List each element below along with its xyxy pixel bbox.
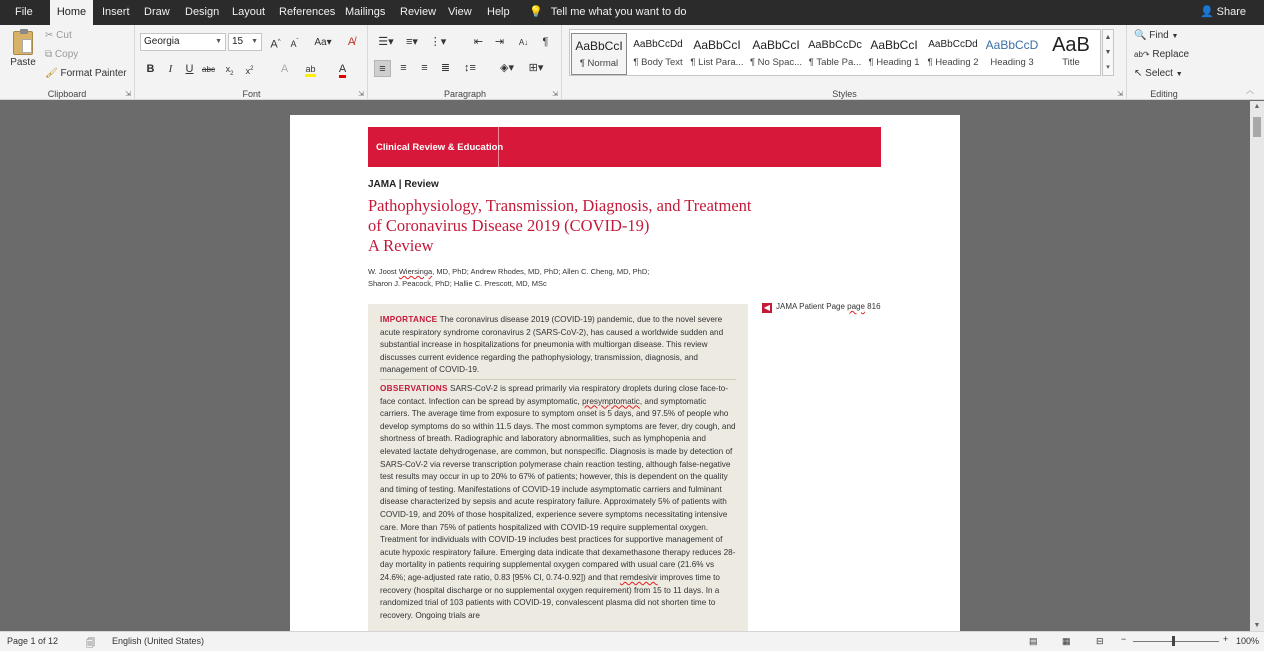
style-body-text[interactable] xyxy=(630,33,686,75)
style-sample: AaBbCcDc xyxy=(808,39,862,51)
chevron-down-icon[interactable]: ▼ xyxy=(1104,49,1112,56)
bullets-icon[interactable]: ☰▾ xyxy=(378,36,394,48)
tab-view[interactable]: View xyxy=(448,6,472,18)
clipboard-icon xyxy=(13,31,33,55)
authors-line: Sharon J. Peacock, PhD; Hallie C. Prescott, MD, MSc xyxy=(368,279,547,288)
paste-label: Paste xyxy=(10,57,36,68)
abstract-box xyxy=(368,304,748,631)
clear-formatting-icon[interactable]: A̸ xyxy=(347,36,356,48)
line-spacing-icon[interactable]: ↕≡ xyxy=(464,62,476,74)
patient-page-number: 816 xyxy=(864,302,881,311)
title-line: A Review xyxy=(368,236,434,255)
change-case-icon[interactable]: Aa▾ xyxy=(314,37,332,48)
pilcrow-icon[interactable]: ¶ xyxy=(542,36,549,48)
copy-icon: ⧉ xyxy=(45,49,53,60)
style-list-paragraph[interactable] xyxy=(689,33,745,75)
title-line: of Coronavirus Disease 2019 (COVID-19) xyxy=(368,216,650,235)
copy-button[interactable] xyxy=(45,49,78,60)
importance-heading: IMPORTANCE xyxy=(380,315,438,324)
font-group xyxy=(136,25,368,100)
font-launcher-icon[interactable]: ⇲ xyxy=(358,91,364,98)
zoom-out-icon[interactable]: − xyxy=(1121,634,1127,644)
find-label: Find xyxy=(1149,30,1169,41)
style-sample: AaBbCcI xyxy=(693,38,741,52)
style-name: ¶ Body Text xyxy=(633,57,683,68)
observations-heading: OBSERVATIONS xyxy=(380,384,448,393)
justify-icon[interactable]: ≣ xyxy=(440,62,451,74)
tell-me-box[interactable] xyxy=(529,0,686,25)
clipboard-group xyxy=(0,25,135,100)
font-name-value: Georgia xyxy=(144,36,180,47)
banner-label: Clinical Review & Education xyxy=(376,142,504,153)
misspelled-word[interactable]: Wiersinga xyxy=(398,267,433,276)
shrink-font-icon[interactable]: $A^ˇ$ xyxy=(290,39,299,49)
style-name: ¶ List Para... xyxy=(690,57,744,68)
document-page[interactable] xyxy=(290,115,960,631)
zoom-slider[interactable] xyxy=(1133,641,1219,642)
paste-button[interactable] xyxy=(6,29,40,75)
tab-design[interactable]: Design xyxy=(185,6,220,18)
share-label: Share xyxy=(1216,6,1246,18)
font-color-icon[interactable]: A xyxy=(334,61,351,78)
misspelled-word[interactable]: presymptomatic xyxy=(582,396,640,406)
zoom-level[interactable]: 100% xyxy=(1236,636,1260,646)
format-painter-button[interactable] xyxy=(45,68,127,79)
style-sample: AaBbCcD xyxy=(985,38,1039,52)
patient-page-link[interactable] xyxy=(762,302,881,313)
tab-mailings[interactable]: Mailings xyxy=(345,6,386,18)
align-center-icon[interactable]: ≡ xyxy=(400,62,407,74)
tab-layout[interactable]: Layout xyxy=(232,6,266,18)
increase-indent-icon[interactable]: ⇥ xyxy=(494,36,505,48)
authors-line xyxy=(368,266,649,278)
more-styles-icon[interactable]: ▾ xyxy=(1106,64,1110,71)
read-mode-icon[interactable]: ▤ xyxy=(1029,636,1038,646)
clipboard-launcher-icon[interactable]: ⇲ xyxy=(125,91,131,98)
importance-text: The coronavirus disease 2019 (COVID-19) pandemic, due to the novel severe acute respiratory syndrome coronavirus 2 (SARS-CoV-2), has caused a worldwide sudden and substantial increase in hospitalizations for pneumonia with multiorgan disease. This review discusses current evidence regarding the pathophysiology, transmission, diagnosis, and management of COVID-19. xyxy=(380,315,724,375)
share-button[interactable] xyxy=(1200,0,1246,25)
observations-section xyxy=(380,383,736,622)
tab-review[interactable]: Review xyxy=(400,6,437,18)
replace-label: Replace xyxy=(1152,49,1190,60)
chevron-down-icon: ▼ xyxy=(215,38,222,45)
style-heading-1[interactable] xyxy=(866,33,922,75)
zoom-slider-thumb[interactable] xyxy=(1172,636,1175,646)
chevron-down-icon: ▼ xyxy=(1175,71,1183,78)
sort-icon[interactable]: A↓ xyxy=(518,38,529,47)
proofing-icon[interactable]: 🗐 xyxy=(86,638,95,648)
observations-text: improves time to recovery (hospital discharge or no supplemental oxygen requirement) from 15 to 11 days. In a randomized trial of 103 patients with COVID-19, convalescent plasma did not shorten time to recovery. Ongoing trials are xyxy=(380,572,720,620)
style-name: ¶ Heading 2 xyxy=(927,57,979,68)
subscript-icon[interactable]: $x_2$ xyxy=(225,64,234,77)
style-name: ¶ Normal xyxy=(579,58,619,69)
print-layout-icon[interactable]: ▦ xyxy=(1062,636,1071,646)
scissors-icon: ✂ xyxy=(45,30,54,41)
numbering-icon[interactable]: ≡▾ xyxy=(406,36,418,48)
chevron-up-icon[interactable]: ▲ xyxy=(1104,34,1112,41)
patient-page-text: JAMA Patient Page xyxy=(776,302,848,311)
style-sample: AaBbCcDd xyxy=(928,39,978,50)
font-size-value: 15 xyxy=(232,36,244,47)
format-painter-label: Format Painter xyxy=(60,68,127,79)
author-text: , MD, PhD; Andrew Rhodes, MD, PhD; Allen C. Cheng, MD, PhD; xyxy=(432,267,650,276)
style-title[interactable] xyxy=(1043,33,1099,75)
person-icon: 👤 xyxy=(1199,6,1214,18)
paragraph-group-label: Paragraph xyxy=(443,89,487,99)
chevron-down-icon: ▼ xyxy=(251,38,258,45)
ribbon xyxy=(0,25,1264,100)
vertical-scrollbar[interactable] xyxy=(1250,101,1264,631)
styles-launcher-icon[interactable]: ⇲ xyxy=(1117,91,1123,98)
tab-draw[interactable]: Draw xyxy=(144,6,170,18)
grow-font-icon[interactable]: A^ xyxy=(270,38,281,51)
align-left-icon[interactable]: ≡ xyxy=(374,60,391,77)
tab-home[interactable]: Home xyxy=(50,0,93,25)
style-name: Title xyxy=(1062,57,1080,68)
menu-bar xyxy=(0,0,1264,25)
strikethrough-icon[interactable]: abc xyxy=(202,65,215,74)
style-name: Heading 3 xyxy=(990,57,1034,68)
scroll-down-icon[interactable]: ▼ xyxy=(1253,622,1261,629)
style-sample: AaBbCcI xyxy=(575,39,623,53)
style-sample: AaBbCcI xyxy=(752,38,800,52)
style-table-paragraph[interactable] xyxy=(807,33,863,75)
document-canvas xyxy=(0,101,1250,631)
scroll-thumb[interactable] xyxy=(1253,117,1261,137)
styles-group-label: Styles xyxy=(832,89,857,99)
language-indicator[interactable]: English (United States) xyxy=(112,636,205,646)
style-name: ¶ Table Pa... xyxy=(808,57,862,68)
find-button[interactable] xyxy=(1134,30,1178,41)
web-layout-icon[interactable]: ⊟ xyxy=(1096,636,1104,646)
clipboard-group-label: Clipboard xyxy=(47,89,87,99)
tab-help[interactable]: Help xyxy=(487,6,510,18)
misspelled-word[interactable]: remdesivir xyxy=(619,572,658,582)
zoom-in-icon[interactable]: + xyxy=(1223,634,1229,644)
align-right-icon[interactable]: ≡ xyxy=(421,62,428,74)
journal-label: JAMA | Review xyxy=(368,179,439,190)
scroll-up-icon[interactable]: ▲ xyxy=(1253,103,1261,110)
lightbulb-icon: 💡 xyxy=(529,6,543,18)
borders-icon[interactable]: ⊞▾ xyxy=(528,62,544,74)
style-sample: AaB xyxy=(1052,34,1090,56)
cut-button[interactable] xyxy=(45,30,72,41)
styles-gallery-scroll[interactable] xyxy=(1102,29,1114,76)
font-group-label: Font xyxy=(242,89,261,99)
style-sample: AaBbCcI xyxy=(870,38,918,52)
tell-me-label: Tell me what you want to do xyxy=(550,6,687,18)
decrease-indent-icon[interactable]: ⇤ xyxy=(473,36,484,48)
style-no-spacing[interactable] xyxy=(748,33,804,75)
authors xyxy=(368,266,649,290)
bold-icon[interactable]: B xyxy=(146,63,155,75)
editing-group xyxy=(1128,25,1200,100)
superscript-icon[interactable]: $x^2$ xyxy=(245,66,254,76)
styles-gallery xyxy=(569,29,1101,76)
text-effects-icon[interactable]: A xyxy=(280,63,289,75)
select-label: Select xyxy=(1145,68,1173,79)
observations-text: SARS-CoV-2 is spread primarily via respiratory droplets during close face-to-face contact. Infection can be spread by asymptomatic, xyxy=(380,384,729,406)
search-icon: 🔍 xyxy=(1134,30,1147,41)
section-banner xyxy=(368,127,881,167)
chevron-down-icon: ▼ xyxy=(1171,33,1179,40)
highlight-color-icon[interactable]: ab xyxy=(302,61,319,78)
italic-icon[interactable]: I xyxy=(168,63,173,75)
cursor-icon: ↖ xyxy=(1134,68,1143,79)
paintbrush-icon: 🖌 xyxy=(45,68,58,79)
paragraph-group xyxy=(369,25,562,100)
collapse-ribbon-icon[interactable]: ︿ xyxy=(1246,86,1254,95)
tab-file[interactable]: File xyxy=(15,6,33,18)
multilevel-list-icon[interactable]: ⋮▾ xyxy=(429,36,447,48)
editing-group-label: Editing xyxy=(1150,89,1178,99)
copy-label: Copy xyxy=(54,49,79,60)
section-divider xyxy=(380,379,736,380)
style-name: ¶ Heading 1 xyxy=(868,57,920,68)
importance-section xyxy=(380,314,736,377)
shading-icon[interactable]: ◈▾ xyxy=(500,62,514,74)
misspelled-word[interactable]: page xyxy=(847,302,865,311)
underline-icon[interactable]: U xyxy=(185,63,194,75)
replace-icon: ab↷ xyxy=(1134,50,1150,59)
font-size-select[interactable] xyxy=(228,33,262,51)
tab-references[interactable]: References xyxy=(279,6,336,18)
status-bar xyxy=(0,631,1264,651)
article-title xyxy=(368,196,788,256)
page-count[interactable]: Page 1 of 12 xyxy=(7,636,59,646)
cut-label: Cut xyxy=(56,30,72,41)
font-name-select[interactable] xyxy=(140,33,226,51)
arrow-left-icon: ◀ xyxy=(763,303,771,312)
style-sample: AaBbCcDd xyxy=(633,39,683,50)
style-heading-3[interactable] xyxy=(984,33,1040,75)
style-name: ¶ No Spac... xyxy=(749,57,803,68)
paragraph-launcher-icon[interactable]: ⇲ xyxy=(552,91,558,98)
style-normal[interactable] xyxy=(571,33,627,75)
title-line: Pathophysiology, Transmission, Diagnosis, and Treatment xyxy=(368,196,752,215)
observations-text: , and symptomatic carriers. The average time from exposure to symptom onset is 5 days, and 97.5% of people who develop symptoms do so within 11.5 days. The most common symptoms are fever, dry cough, and shortness of breath. Radiographic and laboratory abnormalities, such as lymphopenia and elevated lactate dehydrogenase, are common, but nonspecific. Diagnosis is made by detection of SARS-CoV-2 via reverse transcription polymerase chain reaction testing, although false-negative test results may occur in up to 20% to 67% of patients; however, this is dependent on the quality and timing of testing. Manifestations of COVID-19 include asymptomatic carriers and fulminant disease characterized by sepsis and acute respiratory failure. Approximately 5% of patients with COVID-19, and 20% of those hospitalized, experience severe symptoms necessitating intensive care. More than 75% of patients hospitalized with COVID-19 require supplemental oxygen. Treatment for individuals with COVID-19 includes best practices for supportive management of acute hypoxic respiratory failure. Emerging data indicate that dexamethasone therapy reduces 28-day mortality in patients requiring supplemental oxygen compared with usual care (21.6% vs 24.6%; age-adjusted rate ratio, 0.83 [95% CI, 0.74-0.92]) and that xyxy=(380,396,736,582)
style-heading-2[interactable] xyxy=(925,33,981,75)
replace-button[interactable] xyxy=(1134,49,1189,60)
author-text: W. Joost xyxy=(368,267,399,276)
select-button[interactable] xyxy=(1134,68,1183,79)
tab-insert[interactable]: Insert xyxy=(102,6,130,18)
